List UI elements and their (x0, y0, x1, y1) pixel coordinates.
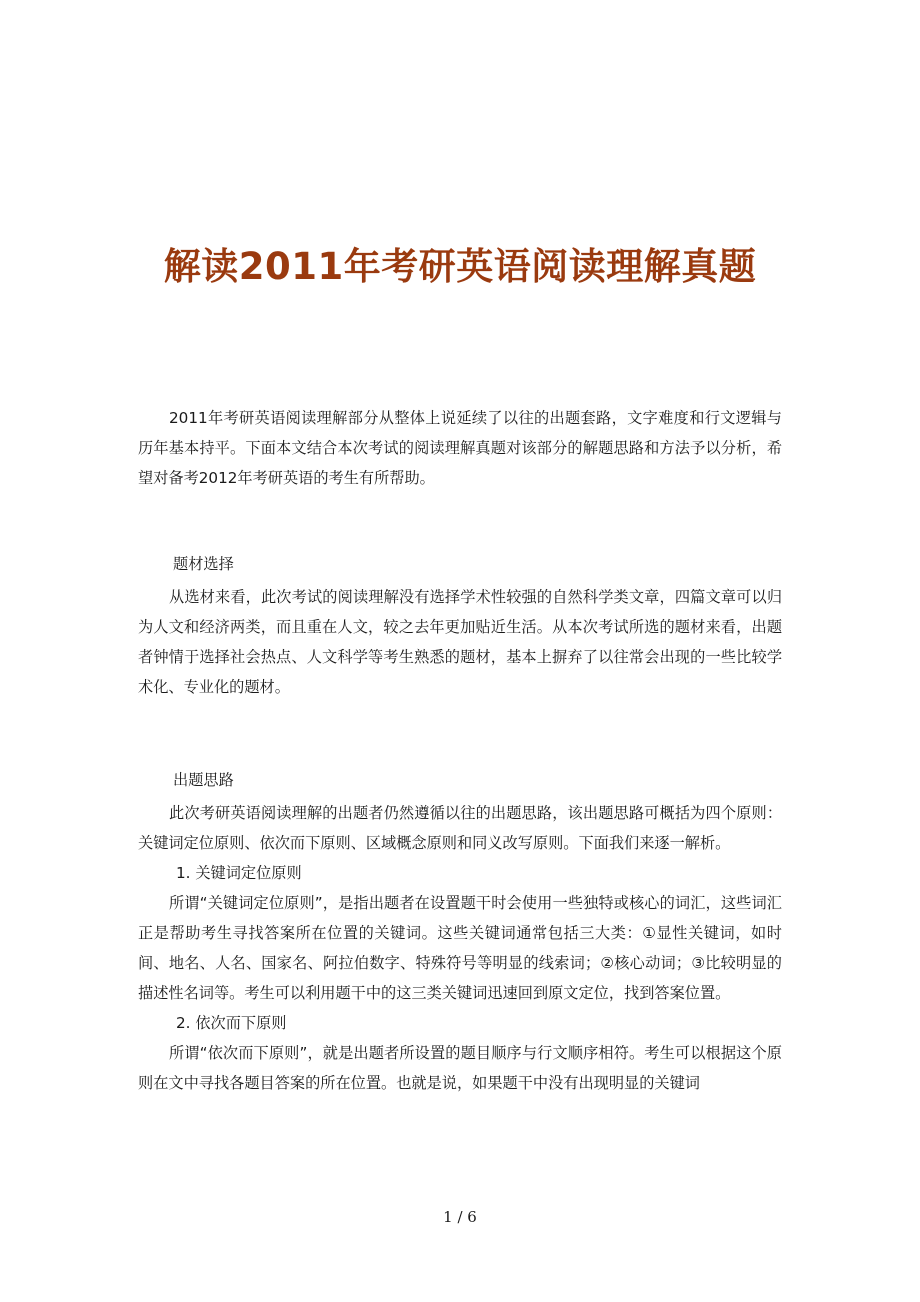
principle-1-paragraph: 所谓“关键词定位原则”，是指出题者在设置题干时会使用一些独特或核心的词汇，这些词汇正是帮助考生寻找答案所在位置的关键词。这些关键词通常包括三大类：①显性关键词，如时间、地名、人名、国家名、阿拉伯数字、特殊符号等明显的线索词；②核心动词；③比较明显的描述性名词等。考生可以利用题干中的这三类关键词迅速回到原文定位，找到答案位置。 (138, 894, 782, 1002)
principle-1-heading: 1. 关键词定位原则 (176, 864, 302, 882)
principle-2-heading: 2. 依次而下原则 (176, 1014, 287, 1032)
section-heading-topic: 题材选择 (173, 555, 234, 573)
principle-2-paragraph: 所谓“依次而下原则”，就是出题者所设置的题目顺序与行文顺序相符。考生可以根据这个原则在文中寻找各题目答案的所在位置。也就是说，如果题干中没有出现明显的关键词 (138, 1044, 782, 1092)
approach-section (138, 798, 782, 1098)
intro-section (138, 403, 782, 493)
topic-section (138, 582, 782, 702)
topic-heading-wrap (138, 549, 782, 579)
section-heading-approach: 出题思路 (173, 771, 234, 789)
intro-paragraph: 2011年考研英语阅读理解部分从整体上说延续了以往的出题套路，文字难度和行文逻辑与历年基本持平。下面本文结合本次考试的阅读理解真题对该部分的解题思路和方法予以分析，希望对备考2012年考研英语的考生有所帮助。 (138, 409, 782, 487)
topic-paragraph: 从选材来看，此次考试的阅读理解没有选择学术性较强的自然科学类文章，四篇文章可以归为人文和经济两类，而且重在人文，较之去年更加贴近生活。从本次考试所选的题材来看，出题者钟情于选择社会热点、人文科学等考生熟悉的题材，基本上摒弃了以往常会出现的一些比较学术化、专业化的题材。 (138, 588, 782, 696)
approach-heading-wrap (138, 765, 782, 795)
document-title: 解读2011年考研英语阅读理解真题 (163, 245, 757, 288)
page-indicator: 1 / 6 (443, 1208, 477, 1226)
approach-paragraph: 此次考研英语阅读理解的出题者仍然遵循以往的出题思路，该出题思路可概括为四个原则：关键词定位原则、依次而下原则、区域概念原则和同义改写原则。下面我们来逐一解析。 (138, 804, 782, 852)
